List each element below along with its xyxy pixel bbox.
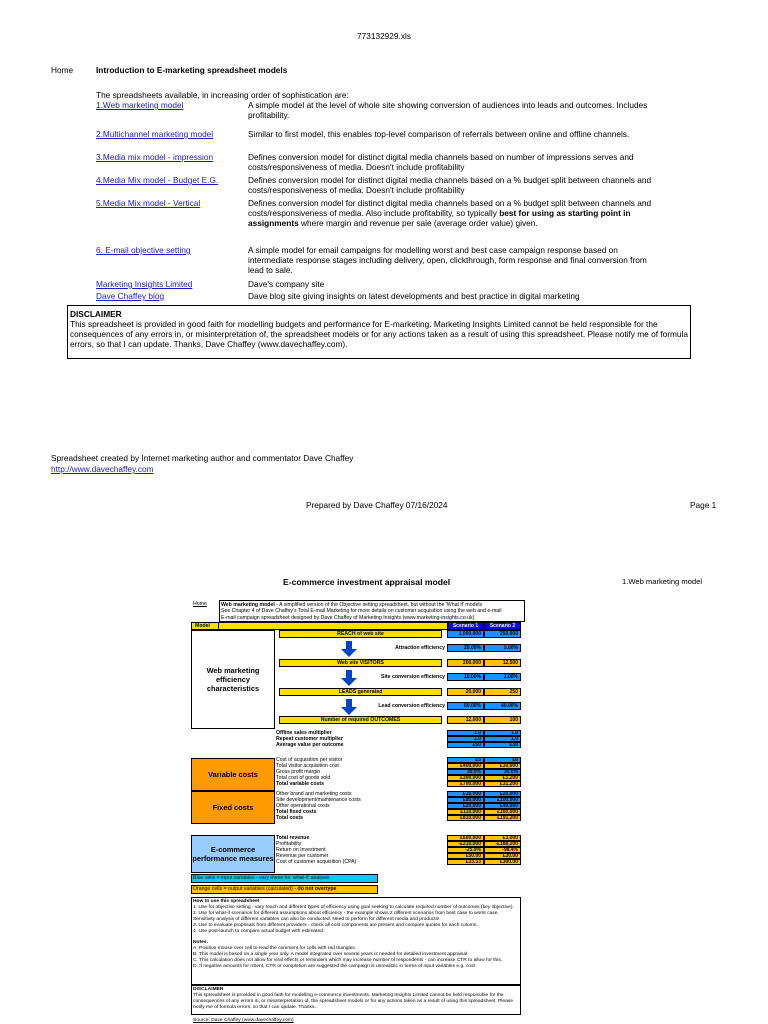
- attraction-label: Attraction efficiency: [395, 645, 445, 651]
- var-row-s2: £1,200: [484, 775, 521, 781]
- var-row-label: Gross profit margin: [276, 769, 321, 775]
- fixed-row-label: Total fixed costs: [276, 809, 317, 815]
- company-desc: Dave's company site: [248, 279, 325, 289]
- site-conv-label: Site conversion efficiency: [380, 674, 445, 680]
- sheet-name: 1.Web marketing model: [622, 577, 703, 586]
- multiplier-label-2: Repeat customer multiplier: [276, 736, 343, 742]
- visitors-box: Web site VISITORS: [279, 659, 442, 667]
- model-link-1[interactable]: 1.Web marketing model: [96, 100, 184, 110]
- home-link[interactable]: Home: [193, 601, 207, 607]
- var-row-label: Cost of acquisition per visitor: [276, 757, 343, 763]
- reach-box: REACH of web site: [279, 630, 442, 638]
- fixed-row-label: Other operational costs: [276, 803, 330, 809]
- perf-row-s1: -25.9%: [447, 847, 484, 853]
- perf-row-s2: £300.00: [484, 859, 521, 865]
- multiplier-s2-3[interactable]: £30: [484, 742, 521, 748]
- visitors-s2: 12,500: [484, 659, 521, 667]
- perf-row-label: Revenue per customer: [276, 853, 329, 859]
- fixed-row-label: Total costs: [276, 815, 303, 821]
- howto-line: 1. Use for objective setting - vary reach and different types of efficiency using goal seeking to calculate required number of outcomes (key objective).: [193, 904, 514, 910]
- outcomes-s1: 12,000: [447, 716, 484, 724]
- fixed-row-s2: £191,200: [484, 815, 521, 821]
- model-note: Web marketing model - A simplified version of the Objective setting spreadsheet, but without the 'What if' models See Chapter 4 of Dave Chaffey's Total E-mail Marketing for more details on customer acquisition using the web and e-mail E-mail campaign spreadsheet designed by Dave Chaffey of Marketing Insights (www.marketing-insights.co.uk): [219, 600, 525, 622]
- model-desc-2: Similar to first model, this enables top-level comparison of referrals between online and offline channels.: [248, 129, 630, 139]
- model-desc-4: Defines conversion model for distinct digital media channels based on a % budget split between channels and costs/responsiveness of media. Doesn't include profitability: [248, 175, 652, 195]
- legend-blue: Blue cells = input variables - vary these for 'what-if' analysis: [191, 874, 378, 883]
- perf-row-s2: £3,000: [484, 835, 521, 841]
- var-row-s2[interactable]: 30.0%: [484, 769, 521, 775]
- disclaimer-text-2: This spreadsheet is provided in good faith for modelling e-commerce investments. Marketing Insights Limited cannot be held responsible for the consequences of any errors in, or misinterpretation of, the spreadsheet models or for any actions taken as a result of using this spreadsheet. Please notify me of formula errors, so that I can update. Thanks.: [193, 992, 513, 1010]
- var-row-label: Total visitor acquisition cost: [276, 763, 339, 769]
- model-label: Model: [191, 622, 219, 630]
- howto-line: 4. Use post-launch to compare actual budget with estimated.: [193, 928, 325, 934]
- source-link[interactable]: Source: Dave Chaffey (www.davechaffey.com): [193, 1018, 294, 1023]
- note-line: B. This model is based on a single year only. A model integrated over several years is needed for detailed investment appraisal.: [193, 952, 469, 958]
- scenario1-header: Scenario 1: [447, 622, 484, 630]
- visitors-s1: 200,000: [447, 659, 484, 667]
- fixed-row-s2[interactable]: £20,000: [484, 791, 521, 797]
- perf-row-label: Return on Investment: [276, 847, 326, 853]
- var-row-s1: £400,000: [447, 763, 484, 769]
- disclaimer-title-2: DISCLAIMER: [193, 987, 224, 992]
- outcomes-s2: 100: [484, 716, 521, 724]
- var-row-s2[interactable]: £6: [484, 757, 521, 763]
- note-line: A. Position mouse over cell to read the comment for cells with red triangles.: [193, 946, 357, 952]
- model-desc-5: Defines conversion model for distinct digital media channels based on a % budget split between channels and costs/responsiveness of media. Also include profitability, so typically best for using as starting point in assignments where margin and revenue per sale (average order value) given.: [248, 198, 652, 228]
- howto-title: How to use this spreadsheet: [193, 899, 260, 904]
- howto-box: [191, 897, 521, 985]
- leads-box: LEADS generated: [279, 688, 442, 696]
- note-line: D. If negative amounts for nSent, CTR or completion are suggested the campaign is unrealistic in terms of input variables e.g. cost: [193, 964, 475, 970]
- fixed-row-s1[interactable]: £10,000: [447, 791, 484, 797]
- var-row-s1: £300,000: [447, 775, 484, 781]
- fixed-row-s2[interactable]: £100,000: [484, 797, 521, 803]
- home-label: Home: [51, 65, 74, 75]
- model-link-6[interactable]: 6. E-mail objective setting: [96, 245, 191, 255]
- perf-row-s1: £50.00: [447, 853, 484, 859]
- created-by-text: Spreadsheet created by Internet marketing author and commentator Dave Chaffey: [51, 453, 354, 463]
- model-link-4[interactable]: 4.Media Mix model - Budget E.G.: [96, 175, 219, 185]
- down-arrow-icon: [339, 641, 359, 657]
- page-title: Introduction to E-marketing spreadsheet models: [96, 65, 288, 75]
- fixed-row-s2: £160,000: [484, 809, 521, 815]
- prepared-by: Prepared by Dave Chaffey 07/16/2024: [306, 500, 448, 510]
- blog-link[interactable]: Dave Chaffey blog: [96, 291, 165, 301]
- model-desc-6: A simple model for email campaigns for modelling worst and best case campaign response based on intermediate response stages including delivery, open, clickthrough, form response and final conversion from lead to sale.: [248, 245, 647, 275]
- disclaimer-box-2: [191, 985, 521, 1015]
- multiplier-s2-2[interactable]: 1.0: [484, 736, 521, 742]
- legend-orange: Orange cells = output variables (calculated) - do not overtype: [191, 885, 378, 894]
- perf-row-s2: -£188,200: [484, 841, 521, 847]
- howto-line: 2. Use for what-if scenarios for different assumptions about efficiency - the example shows 2 different scenarios from best case to worst case. Sensitivity analysis of different variables can also be conducted. Need to perform for different media and products!: [193, 910, 499, 922]
- fixed-row-s1[interactable]: £20,000: [447, 803, 484, 809]
- leads-s2: 250: [484, 688, 521, 696]
- fixed-row-s2[interactable]: £40,000: [484, 803, 521, 809]
- reach-s1[interactable]: 1,000,000: [447, 630, 484, 638]
- fixed-row-label: Other brand and marketing costs: [276, 791, 352, 797]
- fixed-costs-label: Fixed costs: [191, 791, 275, 824]
- efficiency-label: Web marketing efficiency characteristics: [191, 630, 275, 729]
- disclaimer-title: DISCLAIMER: [70, 309, 122, 319]
- var-row-label: Total cost of goods sold: [276, 775, 331, 781]
- disclaimer-text: This spreadsheet is provided in good faith for modelling budgets and performance for E-marketing. Marketing Insights Limited cannot be held responsible for the consequences of any errors in, or misinterpretation of, the spreadsheet models or for any actions taken as a result of using this spreadsheet. Please notify me of formula errors, so that I can update. Thanks, Dave Chaffey (www.davechaffey.com).: [70, 319, 688, 349]
- perf-row-label: Total revenue: [276, 835, 310, 841]
- davechaffey-link[interactable]: http://www.davechaffey.com: [51, 464, 154, 474]
- lead-conv-label: Lead conversion efficiency: [378, 703, 445, 709]
- model-link-2[interactable]: 2.Multichannel marketing model: [96, 129, 214, 139]
- reach-s2[interactable]: 250,000: [484, 630, 521, 638]
- lead-conv-s1[interactable]: 60.00%: [447, 702, 484, 710]
- var-row-s1[interactable]: 30.0%: [447, 769, 484, 775]
- fixed-row-label: Site development/maintenance costs: [276, 797, 361, 803]
- model-desc-1: A simple model at the level of whole site showing conversion of audiences into leads and outcomes. Includes profitability.: [248, 100, 648, 120]
- fixed-row-s1: £810,000: [447, 815, 484, 821]
- down-arrow-icon: [339, 699, 359, 715]
- attraction-s1[interactable]: 20.00%: [447, 644, 484, 652]
- site-conv-s2[interactable]: 2.00%: [484, 673, 521, 681]
- scenario2-header: Scenario 2: [484, 622, 521, 630]
- intro-text: The spreadsheets available, in increasing order of sophistication are:: [96, 90, 349, 100]
- sheet-title: E-commerce investment appraisal model: [283, 577, 451, 587]
- header-bar: [219, 622, 447, 630]
- file-name: 773132929.xls: [357, 31, 411, 41]
- note-line: C. This calculation does not allow for viral effects or reminders which may increase number of respondents - can increase CTR to allow for this.: [193, 958, 503, 964]
- down-arrow-icon: [339, 670, 359, 686]
- multiplier-s1-3[interactable]: £50: [447, 742, 484, 748]
- perf-row-label: Cost of customer acquisition (CPA): [276, 859, 357, 865]
- disclaimer-box: [67, 305, 691, 359]
- model-link-5[interactable]: 5.Media Mix model - Vertical: [96, 198, 201, 208]
- performance-label: E-commerce performance measures: [191, 835, 275, 873]
- perf-row-s1: -£210,000: [447, 841, 484, 847]
- page-number: Page 1: [690, 500, 717, 510]
- fixed-row-s1: £110,000: [447, 809, 484, 815]
- var-row-s2: £31,200: [484, 781, 521, 787]
- var-row-s2: £30,000: [484, 763, 521, 769]
- perf-row-label: Profitability: [276, 841, 302, 847]
- var-row-label: Total variable costs: [276, 781, 325, 787]
- notes-title: Notes.: [193, 940, 208, 946]
- var-row-s1: £700,000: [447, 781, 484, 787]
- model-link-3[interactable]: 3.Media mix model - impression: [96, 152, 214, 162]
- perf-row-s2: £30.00: [484, 853, 521, 859]
- multiplier-label-3: Average value per outcome: [276, 742, 344, 748]
- perf-row-s1: £33.33: [447, 859, 484, 865]
- multiplier-s1-1[interactable]: 1.0: [447, 730, 484, 736]
- model-desc-3: Defines conversion model for distinct digital media channels based on number of impressions serves and costs/responsiveness of media. Doesn't include profitability: [248, 152, 634, 172]
- multiplier-label-1: Offline sales multiplier: [276, 730, 332, 736]
- howto-line: 3. Use to evaluate proposals from different providers - check all cost components are present and compare quotes for each column.: [193, 922, 478, 928]
- perf-row-s2: -98.4%: [484, 847, 521, 853]
- leads-s1: 20,000: [447, 688, 484, 696]
- blog-desc: Dave blog site giving insights on latest developments and best practice in digital marketing: [248, 291, 580, 301]
- multiplier-s2-1[interactable]: 1.0: [484, 730, 521, 736]
- perf-row-s1: £600,000: [447, 835, 484, 841]
- lead-conv-s2[interactable]: 40.00%: [484, 702, 521, 710]
- variable-costs-label: Variable costs: [191, 758, 275, 791]
- outcomes-box: Number of required OUTCOMES: [279, 716, 442, 724]
- site-conv-s1[interactable]: 10.00%: [447, 673, 484, 681]
- multiplier-s1-2[interactable]: 1.0: [447, 736, 484, 742]
- fixed-row-s1[interactable]: £80,000: [447, 797, 484, 803]
- attraction-s2[interactable]: 5.00%: [484, 644, 521, 652]
- company-link[interactable]: Marketing Insights Limited: [96, 279, 193, 289]
- var-row-s1[interactable]: £5: [447, 757, 484, 763]
